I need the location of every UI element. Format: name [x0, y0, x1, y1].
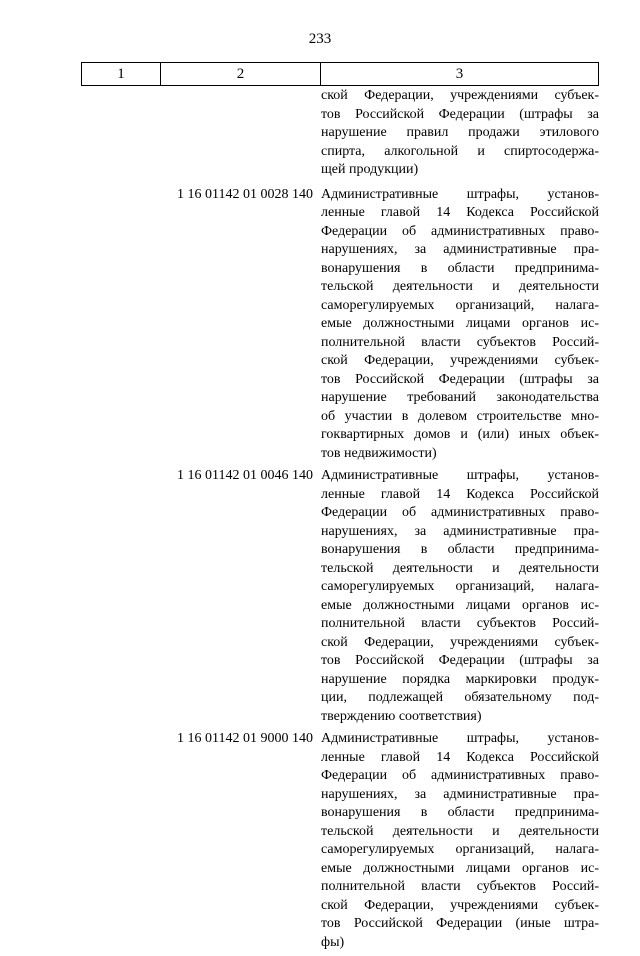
description-line: нарушение требований законодательства	[321, 390, 599, 405]
description-line: вонарушения в области предпринима-	[321, 542, 599, 557]
budget-code: 1 16 01142 01 0046 140	[177, 468, 313, 483]
description-line: ской Федерации, учреждениями субъек-	[321, 88, 599, 103]
description-line: тельской деятельности и деятельности	[321, 823, 599, 839]
description-line: нарушение правил продажи этилового	[321, 125, 599, 140]
description-line: ленные главой 14 Кодекса Российской	[321, 205, 599, 220]
description	[321, 730, 599, 952]
column-header-2: 2	[160, 63, 320, 85]
description-line: ской Федерации, учреждениями субъек-	[321, 634, 599, 650]
description-line: саморегулируемых организаций, налага-	[321, 297, 599, 313]
description-line: вонарушения в области предпринима-	[321, 805, 599, 820]
description	[321, 186, 599, 464]
description-line: тов недвижимости)	[321, 445, 437, 461]
budget-code: 1 16 01142 01 0028 140	[177, 186, 313, 202]
description-line: Федерации об административных право-	[321, 768, 599, 783]
description	[321, 467, 599, 726]
description-line: Административные штрафы, установ-	[321, 186, 599, 202]
column-header-1: 1	[117, 66, 125, 82]
description-line: ленные главой 14 Кодекса Российской	[321, 749, 599, 765]
description-line: емые должностными лицами органов ис-	[321, 860, 599, 876]
table-row	[81, 730, 599, 952]
budget-code: 1 16 01142 01 9000 140	[177, 731, 313, 746]
description-line: емые должностными лицами органов ис-	[321, 597, 599, 613]
description-line: емые должностными лицами органов ис-	[321, 316, 599, 331]
table-row	[81, 87, 599, 180]
description-line: саморегулируемых организаций, налага-	[321, 579, 599, 594]
description-line: нарушениях, за административные пра-	[321, 523, 599, 539]
description-line: тельской деятельности и деятельности	[321, 560, 599, 576]
description-line: полнительной власти субъектов Россий-	[321, 334, 599, 350]
description-line: Федерации об административных право-	[321, 223, 599, 239]
table-body	[81, 87, 599, 956]
description-line: фы)	[321, 934, 345, 950]
description-line: ской Федерации, учреждениями субъек-	[321, 353, 599, 368]
description-line: полнительной власти субъектов Россий-	[321, 879, 599, 894]
description-line: саморегулируемых организаций, налага-	[321, 842, 599, 857]
description-line: ции, подлежащей обязательному под-	[321, 690, 599, 705]
description-line: тов Российской Федерации (штрафы за	[321, 371, 599, 387]
description-line: ленные главой 14 Кодекса Российской	[321, 486, 599, 502]
column-header-3: 3	[320, 63, 598, 85]
page-number: 233	[308, 31, 332, 47]
description	[321, 87, 599, 180]
description-line: Административные штрафы, установ-	[321, 468, 599, 483]
description-line: нарушениях, за административные пра-	[321, 242, 599, 257]
table-row	[81, 467, 599, 726]
description-line: об участии в долевом строительстве мно-	[321, 408, 599, 424]
description-line: щей продукции)	[321, 162, 419, 177]
description-line: тов Российской Федерации (штрафы за	[321, 106, 599, 122]
table-column-header	[81, 62, 599, 86]
description-line: тверждению соответствия)	[321, 708, 482, 724]
description-line: нарушениях, за административные пра-	[321, 786, 599, 802]
description-line: Федерации об административных право-	[321, 505, 599, 520]
description-line: тельской деятельности и деятельности	[321, 279, 599, 294]
description-line: нарушение порядка маркировки продук-	[321, 671, 599, 687]
description-line: вонарушения в области предпринима-	[321, 260, 599, 276]
description-line: ской Федерации, учреждениями субъек-	[321, 897, 599, 913]
description-line: тов Российской Федерации (штрафы за	[321, 653, 599, 668]
description-line: гоквартирных домов и (или) иных объек-	[321, 427, 599, 442]
description-line: спирта, алкогольной и спиртосодержа-	[321, 143, 599, 159]
description-line: тов Российской Федерации (иные штра-	[321, 916, 599, 931]
description-line: Административные штрафы, установ-	[321, 731, 599, 746]
table-row	[81, 186, 599, 464]
description-line: полнительной власти субъектов Россий-	[321, 616, 599, 631]
